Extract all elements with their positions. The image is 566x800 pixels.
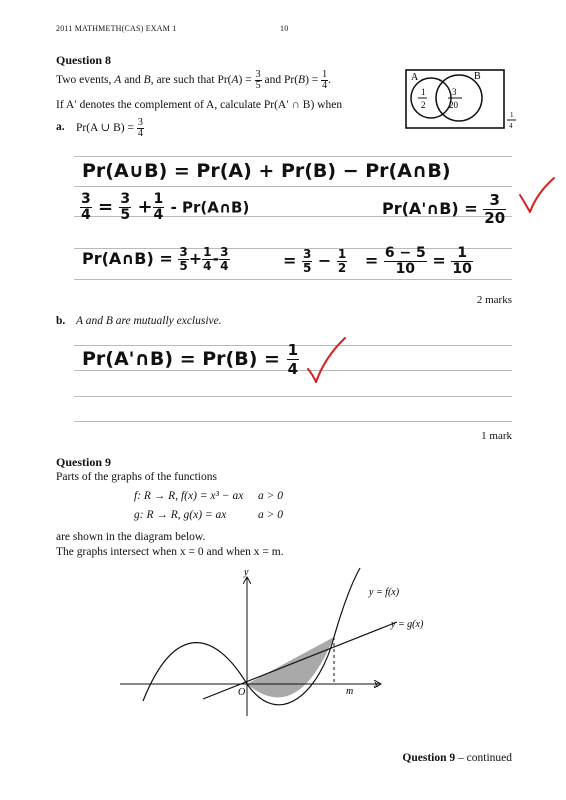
- q9-line3: The graphs intersect when x = 0 and when x = m.: [56, 546, 284, 558]
- continued-question: Question 9: [402, 752, 456, 764]
- continued-text: – continued: [455, 752, 512, 764]
- venn-left-den: 2: [421, 100, 426, 110]
- g-label: y = g(x): [391, 619, 424, 630]
- function-graph: [115, 566, 424, 726]
- f-condition: a > 0: [258, 490, 284, 502]
- venn-out-num: 1: [510, 111, 514, 119]
- q8-and-pr: and Pr(: [261, 74, 299, 87]
- continued-note: [402, 752, 512, 764]
- part-b-marks: 1 mark: [481, 430, 512, 442]
- q8-and: and: [121, 74, 144, 87]
- answer-line: [74, 279, 512, 280]
- y-axis-label: y: [244, 567, 249, 578]
- part-b-question: A and B are mutually exclusive.: [76, 315, 222, 327]
- part-a-label: a.: [56, 121, 65, 133]
- equals: =: [283, 251, 297, 270]
- venn-out-den: 4: [509, 122, 513, 130]
- page-number: 10: [280, 24, 289, 33]
- question-9-title: Question 9: [56, 455, 112, 469]
- working-a-line2: $\frac{3}{4}$ = $\frac{3}{5}$ + $\frac{1}{4}$ - Pr(A∩B): [81, 191, 250, 223]
- part-b-label: b.: [56, 315, 66, 327]
- origin-label: O: [238, 687, 246, 698]
- period: .: [328, 74, 332, 87]
- event-b: B: [143, 74, 151, 87]
- equals: =: [364, 251, 379, 270]
- venn-mid-num: 3: [452, 87, 457, 97]
- event-a: A: [231, 74, 239, 87]
- answer-line: [74, 421, 512, 422]
- venn-label-b: B: [474, 71, 481, 82]
- working-a-line3: Pr(A∩B) = $\frac{3}{5}$ + $\frac{1}{4}$ - $\frac{3}{4}$: [82, 245, 229, 273]
- shaded-region: [247, 637, 334, 697]
- g-definition: g: R → R, g(x) = ax: [134, 509, 227, 521]
- equals: =: [98, 196, 114, 218]
- event-b: B: [298, 74, 306, 87]
- working-b-text: Pr(A'∩B) = Pr(B) =: [82, 348, 280, 370]
- question-8-title: Question 8: [56, 53, 112, 67]
- event-a: A: [114, 74, 122, 87]
- working-b: Pr(A'∩B) = Pr(B) = $\frac{1}{4}$: [82, 341, 298, 378]
- q8-pr-close: ) =: [305, 74, 322, 87]
- q8-line2: If A′ denotes the complement of A, calculate Pr(A′ ∩ B) when: [56, 99, 343, 111]
- f-label: y = f(x): [369, 587, 400, 598]
- part-a-marks: 2 marks: [476, 294, 512, 306]
- venn-label-a: A: [411, 72, 419, 83]
- working-a-line3b: = $\frac{3}{5}$ − $\frac{1}{2}$ = $\frac{6 - 5}{10}$ = $\frac{1}{10}$: [283, 245, 472, 277]
- part-a-question: [76, 118, 144, 139]
- venn-circle-a: [411, 78, 451, 118]
- q9-line2: are shown in the diagram below.: [56, 531, 206, 543]
- answer-a-text: Pr(A'∩B) =: [382, 199, 478, 218]
- pr-b-fraction: $\frac{1}{4}$: [322, 69, 328, 91]
- q8-intro-text: Two events,: [56, 74, 115, 87]
- answer-a: Pr(A'∩B) = $\frac{3}{20}$: [382, 191, 506, 227]
- exam-header: 2011 MATHMETH(CAS) EXAM 1: [56, 24, 177, 33]
- working-a-line1: Pr(A∪B) = Pr(A) + Pr(B) − Pr(A∩B): [82, 160, 451, 182]
- plus: +: [137, 196, 153, 218]
- venn-box: [406, 70, 504, 128]
- minus: −: [317, 251, 332, 270]
- q8-intro: [56, 70, 331, 91]
- tick-mark-icon: [305, 335, 347, 387]
- q9-line1: Parts of the graphs of the functions: [56, 471, 217, 483]
- tick-mark-icon: [517, 175, 557, 217]
- equals: =: [432, 251, 446, 270]
- venn-left-num: 1: [421, 87, 426, 97]
- g-condition: a > 0: [258, 509, 284, 521]
- part-a-text: Pr(A ∪ B) =: [76, 122, 137, 135]
- answer-line: [74, 156, 512, 157]
- part-a-fraction: $\frac{3}{4}$: [137, 117, 143, 139]
- q8-pr-open: , are such that Pr(: [150, 74, 232, 87]
- pr-intersection: Pr(A∩B) =: [82, 249, 173, 268]
- venn-diagram: [396, 62, 522, 140]
- x-axis-label: x: [374, 679, 379, 690]
- answer-line: [74, 186, 512, 187]
- working-rest: - Pr(A∩B): [170, 198, 250, 217]
- venn-mid-den: 20: [449, 100, 458, 110]
- f-definition: f: R → R, f(x) = x³ − ax: [134, 490, 244, 502]
- answer-line: [74, 396, 512, 397]
- pr-a-fraction: $\frac{3}{5}$: [255, 69, 261, 91]
- q8-pr-close: ) =: [238, 74, 255, 87]
- m-label: m: [346, 686, 354, 697]
